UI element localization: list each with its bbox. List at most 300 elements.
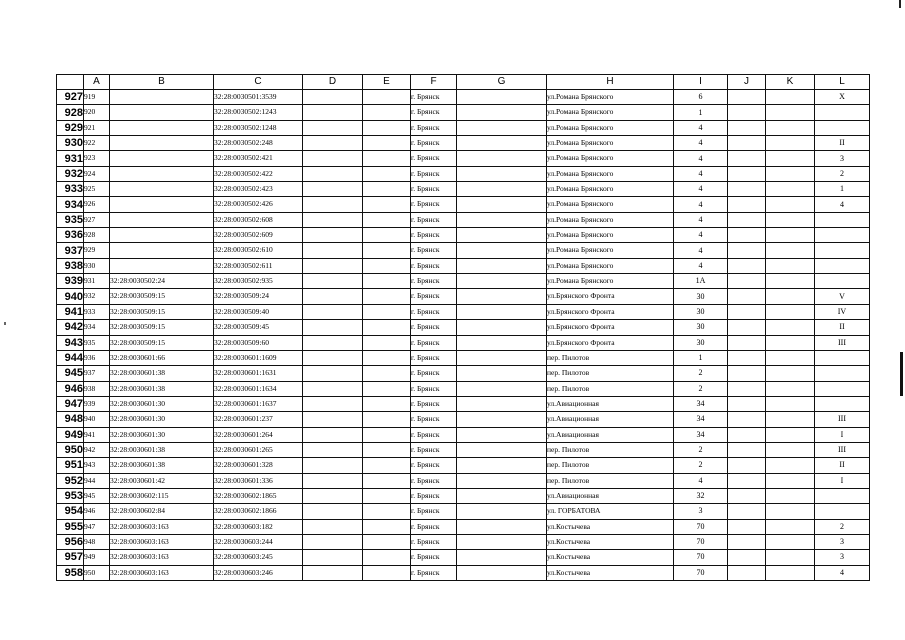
cell-i: 4 <box>674 166 728 181</box>
table-row <box>57 182 870 197</box>
cell-c: 32:28:0030502:1248 <box>214 120 303 135</box>
cell-i: 2 <box>674 366 728 381</box>
cell-a: 937 <box>84 366 110 381</box>
cell-c: 32:28:0030601:265 <box>214 442 303 457</box>
cell-a: 924 <box>84 166 110 181</box>
cell-b <box>110 105 214 120</box>
row-number: 932 <box>57 166 84 181</box>
cell-l: V <box>815 289 870 304</box>
cell-j <box>728 166 766 181</box>
column-header-a: A <box>84 75 110 90</box>
cell-h: ул.Романа Брянского <box>547 120 674 135</box>
cell-b: 32:28:0030601:30 <box>110 427 214 442</box>
cell-k <box>766 151 815 166</box>
cell-f: г. Брянск <box>411 519 457 534</box>
cell-f: г. Брянск <box>411 120 457 135</box>
cell-d <box>303 228 363 243</box>
cell-k <box>766 258 815 273</box>
cell-d <box>303 473 363 488</box>
cell-a: 919 <box>84 90 110 105</box>
cell-j <box>728 151 766 166</box>
cell-i: 4 <box>674 473 728 488</box>
cell-k <box>766 412 815 427</box>
cell-f: г. Брянск <box>411 182 457 197</box>
cell-a: 950 <box>84 565 110 580</box>
cell-h: ул.Костычева <box>547 534 674 549</box>
cell-c: 32:28:0030601:328 <box>214 458 303 473</box>
cell-f: г. Брянск <box>411 366 457 381</box>
cell-a: 942 <box>84 442 110 457</box>
column-header-g: G <box>457 75 547 90</box>
cell-b <box>110 166 214 181</box>
cell-e <box>363 458 411 473</box>
cell-a: 929 <box>84 243 110 258</box>
cell-a: 927 <box>84 212 110 227</box>
cell-e <box>363 243 411 258</box>
cell-c: 32:28:0030601:1637 <box>214 396 303 411</box>
cell-i: 34 <box>674 412 728 427</box>
cell-j <box>728 427 766 442</box>
cell-h: ул.Романа Брянского <box>547 197 674 212</box>
scan-mark-right <box>900 352 903 396</box>
cell-g <box>457 412 547 427</box>
cell-j <box>728 381 766 396</box>
cell-i: 2 <box>674 381 728 396</box>
cell-l: II <box>815 136 870 151</box>
cell-i: 32 <box>674 488 728 503</box>
cell-h: ул.Романа Брянского <box>547 166 674 181</box>
cell-b: 32:28:0030601:38 <box>110 442 214 457</box>
cell-c: 32:28:0030601:336 <box>214 473 303 488</box>
table-row <box>57 396 870 411</box>
cell-b <box>110 258 214 273</box>
cell-d <box>303 442 363 457</box>
cell-j <box>728 120 766 135</box>
cell-e <box>363 335 411 350</box>
row-number: 946 <box>57 381 84 396</box>
cell-c: 32:28:0030509:40 <box>214 304 303 319</box>
cell-a: 945 <box>84 488 110 503</box>
cell-j <box>728 304 766 319</box>
row-number: 941 <box>57 304 84 319</box>
cell-k <box>766 335 815 350</box>
cell-e <box>363 488 411 503</box>
cell-j <box>728 182 766 197</box>
cell-i: 4 <box>674 258 728 273</box>
cell-c: 32:28:0030502:1243 <box>214 105 303 120</box>
cell-i: 2 <box>674 458 728 473</box>
cell-i: 34 <box>674 427 728 442</box>
cell-b <box>110 136 214 151</box>
cell-d <box>303 335 363 350</box>
cell-j <box>728 519 766 534</box>
cell-a: 930 <box>84 258 110 273</box>
cell-l <box>815 504 870 519</box>
cell-i: 30 <box>674 320 728 335</box>
cell-b: 32:28:0030603:163 <box>110 565 214 580</box>
cell-b <box>110 90 214 105</box>
cell-b <box>110 212 214 227</box>
table-row <box>57 274 870 289</box>
cell-c: 32:28:0030502:608 <box>214 212 303 227</box>
cell-g <box>457 565 547 580</box>
cell-l <box>815 243 870 258</box>
cell-f: г. Брянск <box>411 258 457 273</box>
cell-e <box>363 228 411 243</box>
table-row <box>57 335 870 350</box>
cell-b: 32:28:0030601:30 <box>110 412 214 427</box>
cell-d <box>303 396 363 411</box>
cell-h: ул.Авиационная <box>547 396 674 411</box>
cell-d <box>303 366 363 381</box>
cell-b <box>110 243 214 258</box>
row-number: 947 <box>57 396 84 411</box>
cell-l <box>815 366 870 381</box>
cell-g <box>457 289 547 304</box>
row-number: 931 <box>57 151 84 166</box>
cell-j <box>728 534 766 549</box>
cell-c: 32:28:0030603:245 <box>214 550 303 565</box>
cell-i: 70 <box>674 565 728 580</box>
cell-l: 4 <box>815 565 870 580</box>
cell-c: 32:28:0030509:24 <box>214 289 303 304</box>
cell-i: 34 <box>674 396 728 411</box>
cell-a: 938 <box>84 381 110 396</box>
cell-b: 32:28:0030603:163 <box>110 519 214 534</box>
column-header-b: B <box>110 75 214 90</box>
row-number: 943 <box>57 335 84 350</box>
table-row <box>57 458 870 473</box>
row-number: 950 <box>57 442 84 457</box>
cell-b <box>110 151 214 166</box>
cell-f: г. Брянск <box>411 534 457 549</box>
table-row <box>57 136 870 151</box>
cell-l <box>815 488 870 503</box>
row-number: 940 <box>57 289 84 304</box>
cell-f: г. Брянск <box>411 442 457 457</box>
cell-e <box>363 151 411 166</box>
cell-l <box>815 258 870 273</box>
cell-e <box>363 565 411 580</box>
row-number: 939 <box>57 274 84 289</box>
cell-l <box>815 350 870 365</box>
table-row <box>57 504 870 519</box>
cell-a: 921 <box>84 120 110 135</box>
cell-a: 922 <box>84 136 110 151</box>
cell-a: 941 <box>84 427 110 442</box>
cell-k <box>766 243 815 258</box>
cell-c: 32:28:0030603:244 <box>214 534 303 549</box>
cell-k <box>766 350 815 365</box>
cell-e <box>363 442 411 457</box>
cell-j <box>728 335 766 350</box>
column-header-e: E <box>363 75 411 90</box>
cell-g <box>457 458 547 473</box>
cell-j <box>728 396 766 411</box>
cell-c: 32:28:0030601:1609 <box>214 350 303 365</box>
cell-h: пер. Пилотов <box>547 381 674 396</box>
cell-e <box>363 274 411 289</box>
cell-a: 931 <box>84 274 110 289</box>
cell-i: 1 <box>674 105 728 120</box>
cell-h: пер. Пилотов <box>547 458 674 473</box>
table-row <box>57 473 870 488</box>
cell-k <box>766 228 815 243</box>
table-row <box>57 427 870 442</box>
cell-g <box>457 182 547 197</box>
cell-k <box>766 90 815 105</box>
cell-b: 32:28:0030509:15 <box>110 335 214 350</box>
cell-j <box>728 90 766 105</box>
cell-g <box>457 274 547 289</box>
cell-f: г. Брянск <box>411 274 457 289</box>
cell-i: 70 <box>674 534 728 549</box>
cell-k <box>766 534 815 549</box>
cell-d <box>303 458 363 473</box>
table-body <box>57 90 870 581</box>
scan-mark-left <box>4 322 6 325</box>
cell-d <box>303 565 363 580</box>
cell-h: ул.Романа Брянского <box>547 243 674 258</box>
cell-l: III <box>815 335 870 350</box>
cell-a: 933 <box>84 304 110 319</box>
cell-b <box>110 182 214 197</box>
cell-l: 3 <box>815 550 870 565</box>
table-row <box>57 212 870 227</box>
cell-d <box>303 90 363 105</box>
cell-l <box>815 381 870 396</box>
cell-f: г. Брянск <box>411 473 457 488</box>
row-number: 945 <box>57 366 84 381</box>
cell-f: г. Брянск <box>411 136 457 151</box>
cell-l: 2 <box>815 166 870 181</box>
column-header-i: I <box>674 75 728 90</box>
table-row <box>57 151 870 166</box>
column-header-c: C <box>214 75 303 90</box>
row-number: 954 <box>57 504 84 519</box>
cell-g <box>457 304 547 319</box>
cell-b: 32:28:0030601:30 <box>110 396 214 411</box>
cell-j <box>728 212 766 227</box>
cell-j <box>728 274 766 289</box>
cell-h: ул.Романа Брянского <box>547 105 674 120</box>
cell-d <box>303 120 363 135</box>
cell-f: г. Брянск <box>411 197 457 212</box>
cell-d <box>303 258 363 273</box>
table-row <box>57 488 870 503</box>
table-row <box>57 442 870 457</box>
cell-l: I <box>815 473 870 488</box>
cell-a: 948 <box>84 534 110 549</box>
cell-d <box>303 534 363 549</box>
cell-j <box>728 504 766 519</box>
cell-i: 70 <box>674 550 728 565</box>
cell-l: III <box>815 442 870 457</box>
cell-c: 32:28:0030603:246 <box>214 565 303 580</box>
cell-h: ул.Романа Брянского <box>547 228 674 243</box>
table-row <box>57 320 870 335</box>
table-row <box>57 534 870 549</box>
cell-g <box>457 212 547 227</box>
cell-j <box>728 412 766 427</box>
table-row <box>57 550 870 565</box>
cell-j <box>728 136 766 151</box>
cell-d <box>303 182 363 197</box>
cell-j <box>728 458 766 473</box>
cell-g <box>457 243 547 258</box>
row-number: 927 <box>57 90 84 105</box>
cell-c: 32:28:0030602:1865 <box>214 488 303 503</box>
table-row <box>57 565 870 580</box>
row-number: 956 <box>57 534 84 549</box>
cell-k <box>766 381 815 396</box>
cell-d <box>303 274 363 289</box>
cell-k <box>766 565 815 580</box>
cell-d <box>303 519 363 534</box>
cell-k <box>766 320 815 335</box>
cell-k <box>766 182 815 197</box>
cell-d <box>303 212 363 227</box>
column-header-d: D <box>303 75 363 90</box>
table-row <box>57 166 870 181</box>
cell-j <box>728 258 766 273</box>
table-row <box>57 228 870 243</box>
cell-g <box>457 488 547 503</box>
cell-k <box>766 366 815 381</box>
cell-j <box>728 473 766 488</box>
cell-d <box>303 381 363 396</box>
cell-c: 32:28:0030602:1866 <box>214 504 303 519</box>
cell-e <box>363 320 411 335</box>
cell-k <box>766 519 815 534</box>
row-number: 948 <box>57 412 84 427</box>
cell-g <box>457 105 547 120</box>
cell-k <box>766 197 815 212</box>
cell-e <box>363 366 411 381</box>
column-header-k: K <box>766 75 815 90</box>
cell-k <box>766 396 815 411</box>
row-number: 935 <box>57 212 84 227</box>
cell-h: пер. Пилотов <box>547 473 674 488</box>
cell-f: г. Брянск <box>411 105 457 120</box>
cell-e <box>363 120 411 135</box>
cell-b: 32:28:0030502:24 <box>110 274 214 289</box>
cell-c: 32:28:0030603:182 <box>214 519 303 534</box>
cell-c: 32:28:0030502:421 <box>214 151 303 166</box>
cell-i: 30 <box>674 304 728 319</box>
table-row <box>57 197 870 212</box>
column-header-corner <box>57 75 84 90</box>
cell-k <box>766 136 815 151</box>
cell-h: ул.Романа Брянского <box>547 212 674 227</box>
cell-i: 4 <box>674 228 728 243</box>
cell-e <box>363 473 411 488</box>
cell-a: 920 <box>84 105 110 120</box>
cell-a: 923 <box>84 151 110 166</box>
cell-k <box>766 274 815 289</box>
cell-f: г. Брянск <box>411 350 457 365</box>
cell-g <box>457 550 547 565</box>
column-header-f: F <box>411 75 457 90</box>
cell-b: 32:28:0030601:38 <box>110 366 214 381</box>
row-number: 958 <box>57 565 84 580</box>
cell-j <box>728 243 766 258</box>
cell-b: 32:28:0030601:42 <box>110 473 214 488</box>
cell-e <box>363 289 411 304</box>
cell-j <box>728 366 766 381</box>
cell-i: 6 <box>674 90 728 105</box>
cell-b <box>110 120 214 135</box>
cell-g <box>457 166 547 181</box>
cell-e <box>363 197 411 212</box>
cell-e <box>363 504 411 519</box>
cell-c: 32:28:0030502:611 <box>214 258 303 273</box>
table-row <box>57 350 870 365</box>
cell-h: ул.Романа Брянского <box>547 274 674 289</box>
table-row <box>57 243 870 258</box>
cell-g <box>457 120 547 135</box>
cell-l: 3 <box>815 151 870 166</box>
cell-e <box>363 166 411 181</box>
cell-l: IV <box>815 304 870 319</box>
cell-f: г. Брянск <box>411 335 457 350</box>
row-number: 951 <box>57 458 84 473</box>
cell-c: 32:28:0030601:237 <box>214 412 303 427</box>
cell-i: 4 <box>674 182 728 197</box>
cell-h: ул.Романа Брянского <box>547 182 674 197</box>
cell-f: г. Брянск <box>411 304 457 319</box>
cell-g <box>457 90 547 105</box>
cell-f: г. Брянск <box>411 289 457 304</box>
row-number: 930 <box>57 136 84 151</box>
cell-a: 947 <box>84 519 110 534</box>
cell-j <box>728 550 766 565</box>
cell-a: 934 <box>84 320 110 335</box>
cell-j <box>728 197 766 212</box>
cell-g <box>457 350 547 365</box>
cell-i: 1 <box>674 350 728 365</box>
cell-j <box>728 289 766 304</box>
cell-h: пер. Пилотов <box>547 366 674 381</box>
cell-g <box>457 534 547 549</box>
cell-c: 32:28:0030509:60 <box>214 335 303 350</box>
cell-l: II <box>815 320 870 335</box>
cell-c: 32:28:0030502:422 <box>214 166 303 181</box>
cell-f: г. Брянск <box>411 396 457 411</box>
cell-d <box>303 136 363 151</box>
cell-c: 32:28:0030502:248 <box>214 136 303 151</box>
cell-f: г. Брянск <box>411 243 457 258</box>
cell-g <box>457 519 547 534</box>
cell-k <box>766 105 815 120</box>
spreadsheet-printout <box>56 74 870 581</box>
cell-c: 32:28:0030502:610 <box>214 243 303 258</box>
cell-k <box>766 458 815 473</box>
cell-l: II <box>815 458 870 473</box>
cell-a: 939 <box>84 396 110 411</box>
cell-f: г. Брянск <box>411 320 457 335</box>
row-number: 953 <box>57 488 84 503</box>
cell-e <box>363 396 411 411</box>
cell-h: ул.Костычева <box>547 550 674 565</box>
table-row <box>57 120 870 135</box>
cell-b: 32:28:0030602:84 <box>110 504 214 519</box>
cell-l: 2 <box>815 519 870 534</box>
cell-i: 4 <box>674 120 728 135</box>
table-row <box>57 289 870 304</box>
cell-b: 32:28:0030509:15 <box>110 320 214 335</box>
cell-b: 32:28:0030602:115 <box>110 488 214 503</box>
